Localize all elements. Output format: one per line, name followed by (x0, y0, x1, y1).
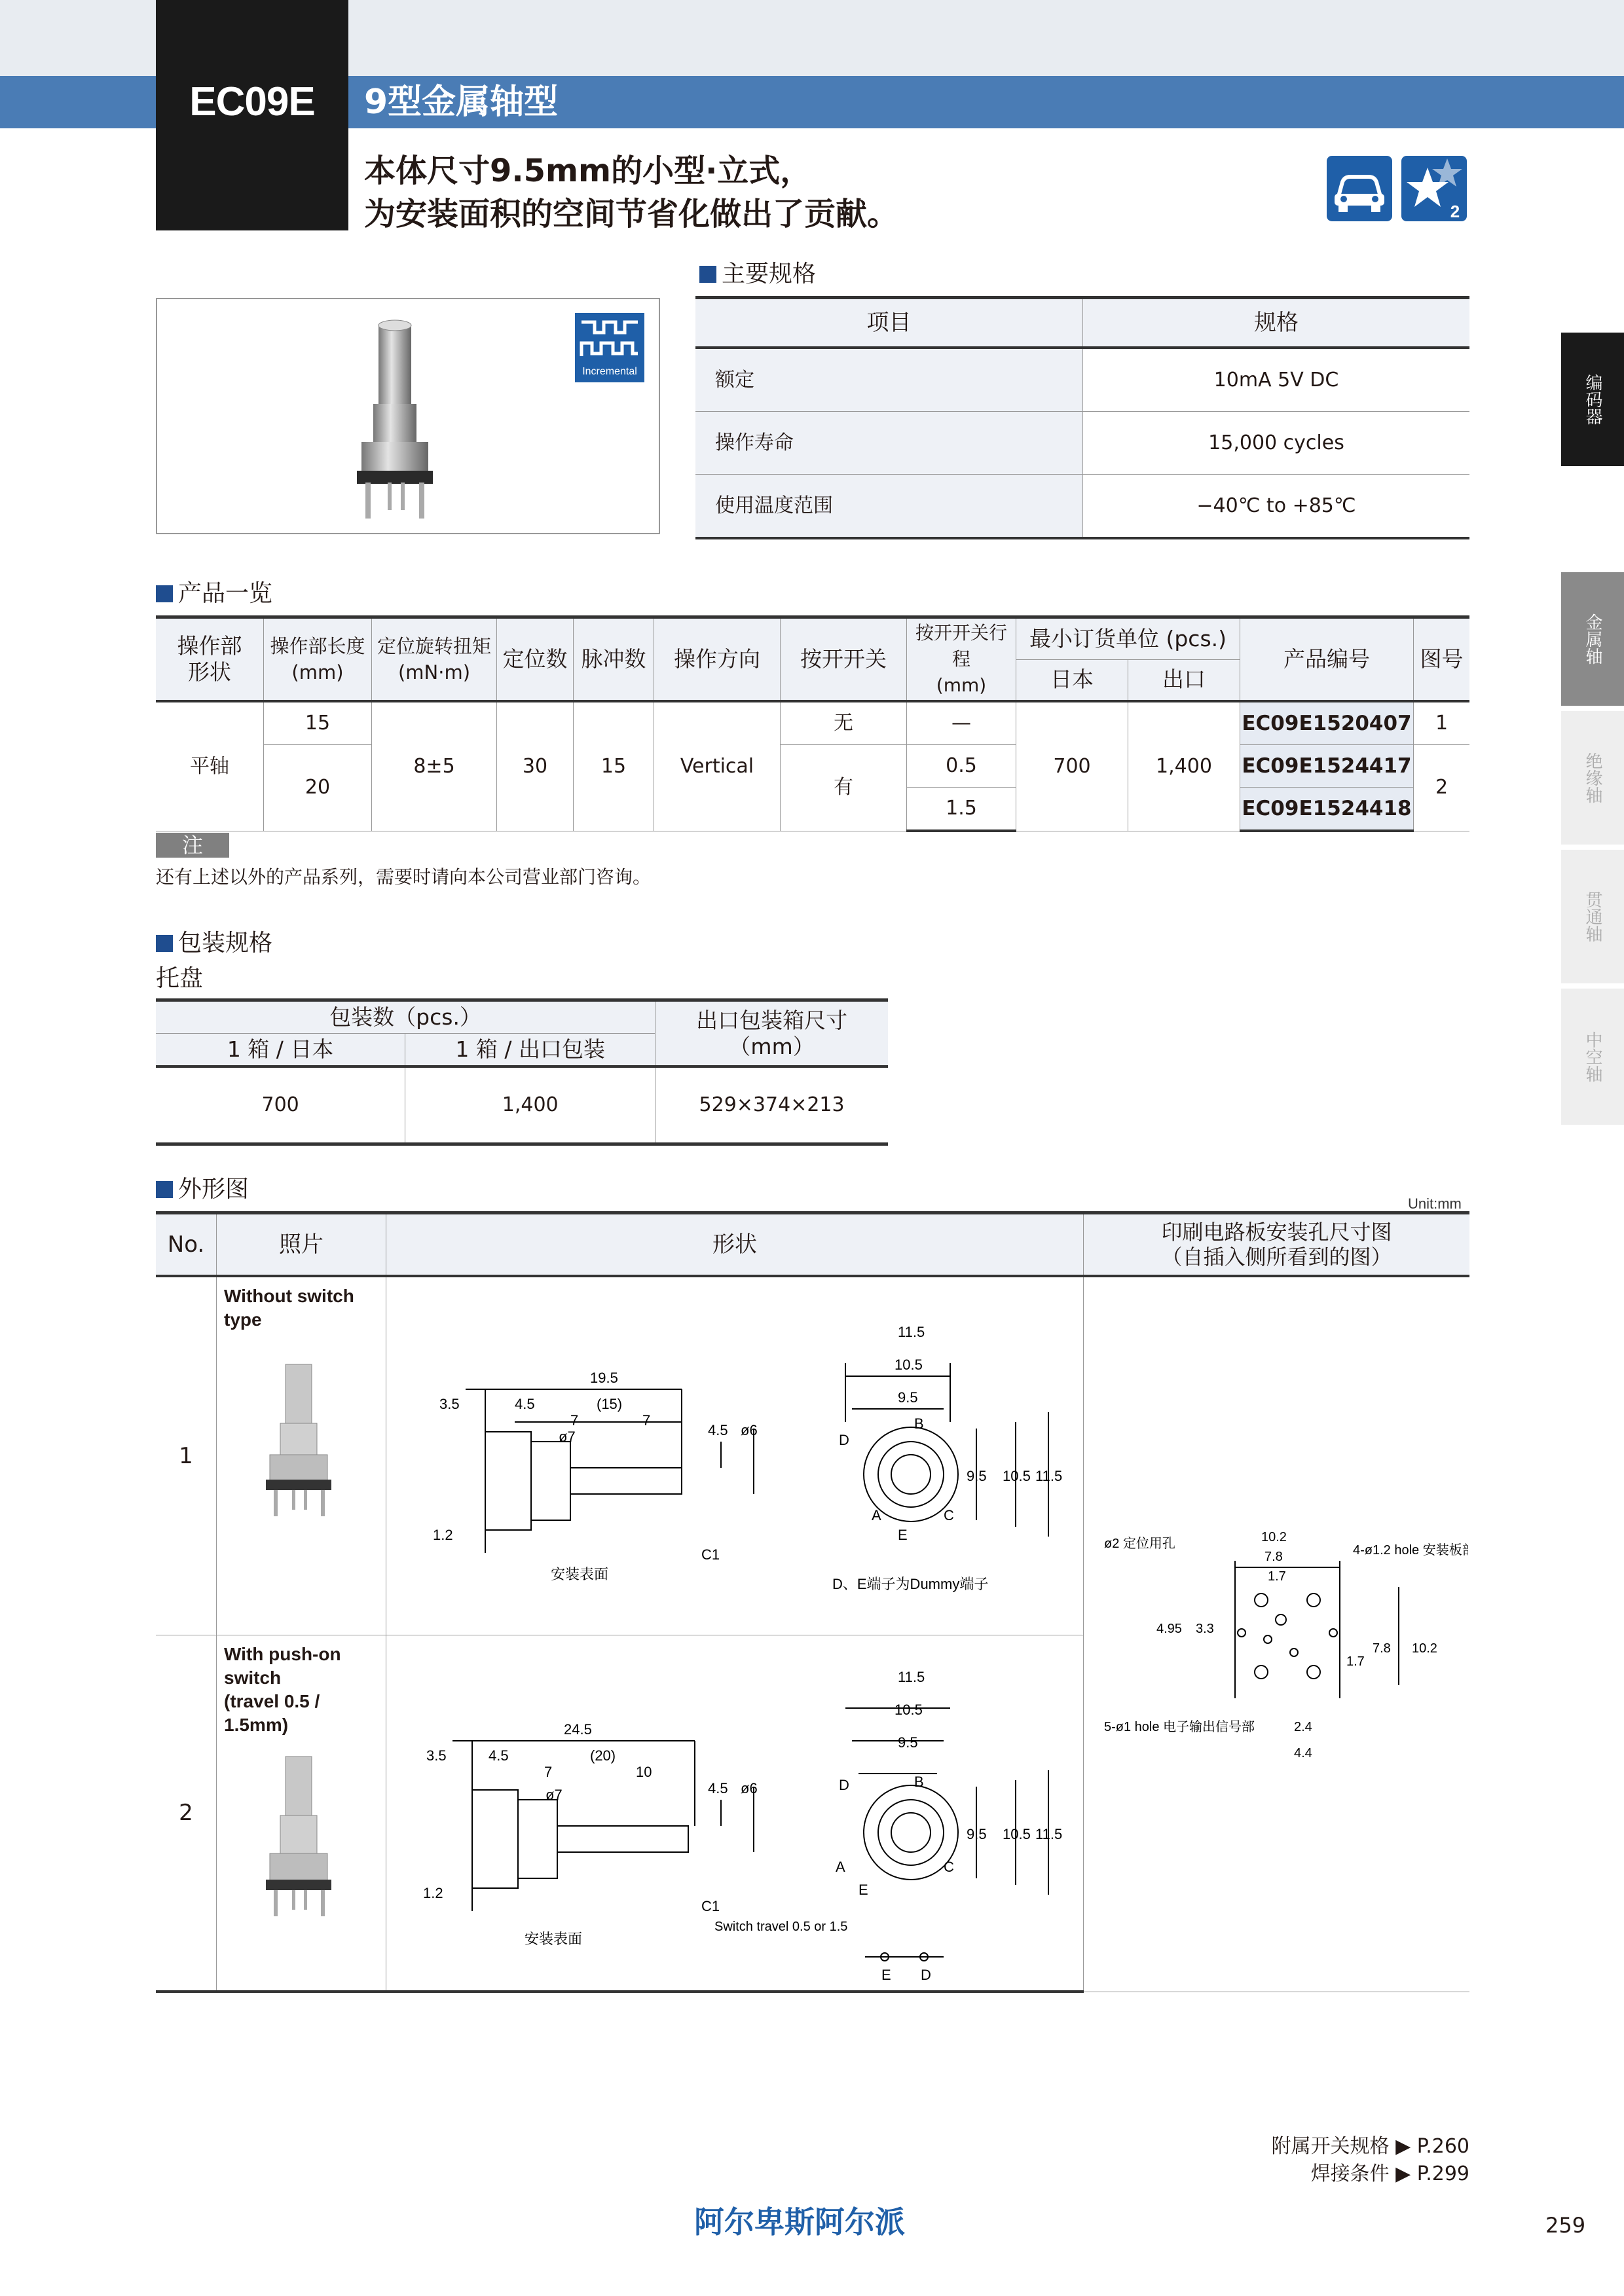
outline-row (156, 1276, 1469, 1635)
product-section-title (156, 579, 272, 609)
cell-pulses: 15 (574, 701, 654, 831)
outline-drawing-2 (387, 1636, 1082, 1987)
head-moq: 最小订货单位 (pcs.) (1016, 617, 1240, 660)
brand-logo: 阿尔卑斯阿尔派 (694, 2204, 905, 2240)
side-tab-metal-shaft[interactable] (1561, 572, 1624, 706)
head-pack-export: 1 箱 / 出口包装 (405, 1034, 655, 1067)
side-tab-insulated-shaft-label: 绝缘轴 (1583, 752, 1602, 803)
dim-label: ø6 (741, 1780, 758, 1796)
cell-length: 20 (264, 745, 372, 831)
switch-terminal-d: D (921, 1967, 931, 1983)
dim-label: 7 (544, 1764, 553, 1780)
mount-hole-label: 4-ø1.2 hole 安装板部 (1353, 1543, 1468, 1558)
note-badge: 注 (156, 833, 229, 858)
outline-title-text: 外形图 (178, 1176, 249, 1203)
car-icon (1327, 156, 1392, 221)
head-pack-japan: 1 箱 / 日本 (156, 1034, 405, 1067)
section-marker-icon (156, 935, 173, 952)
cell-part-number: EC09E1524417 (1240, 745, 1414, 788)
side-tab-through-shaft[interactable] (1561, 850, 1624, 983)
dim-label: 19.5 (590, 1370, 618, 1386)
side-tab-metal-shaft-label: 金属轴 (1583, 613, 1602, 665)
outline-caption: With push-on switch (travel 0.5 / 1.5mm) (224, 1644, 341, 1735)
spec-key: 操作寿命 (695, 412, 1083, 475)
spec-value: −40℃ to +85℃ (1083, 475, 1470, 539)
dim-label: (20) (590, 1747, 616, 1764)
terminal-label: B (914, 1415, 924, 1432)
spec-head-item: 项目 (695, 298, 1083, 348)
head-pcb: 印刷电路板安装孔尺寸图 （自插入侧所看到的图） (1084, 1213, 1470, 1277)
cell-figure: 2 (1414, 745, 1470, 831)
section-marker-icon (156, 585, 173, 602)
dim-label: 7.8 (1264, 1550, 1283, 1565)
side-tab-through-shaft-label: 贯通轴 (1583, 891, 1602, 942)
dim-label: 4.5 (489, 1747, 509, 1764)
spec-title-text: 主要规格 (722, 261, 817, 287)
spec-table (695, 296, 1469, 539)
terminal-label: D (839, 1432, 849, 1448)
dim-label: 10.5 (895, 1357, 923, 1373)
side-tab-encoder[interactable] (1561, 333, 1624, 466)
packing-row (156, 1066, 888, 1144)
dim-label: 1.7 (1268, 1569, 1286, 1584)
head-figure: 图号 (1414, 617, 1470, 702)
spec-head-value: 规格 (1083, 298, 1470, 348)
dim-label: 11.5 (898, 1324, 925, 1340)
head-form: 操作部 形状 (156, 617, 264, 702)
head-switch: 按开开关 (781, 617, 907, 702)
dim-label: 11.5 (898, 1669, 925, 1685)
outline-photo-2 (217, 1743, 385, 1940)
head-pulses: 脉冲数 (574, 617, 654, 702)
cell-part-number: EC09E1520407 (1240, 701, 1414, 745)
series-title: 9型金属轴型 (364, 82, 559, 122)
outline-drawing-1 (387, 1278, 1082, 1631)
cell-pack-export: 1,400 (405, 1066, 655, 1144)
dim-label: 3.3 (1196, 1622, 1214, 1637)
dummy-note: D、E端子为Dummy端子 (832, 1576, 989, 1592)
head-travel: 按开开关行程 (mm) (907, 617, 1016, 702)
headline-line-2: 为安装面积的空间节省化做出了贡献。 (364, 196, 899, 232)
dim-label: 10.2 (1412, 1641, 1437, 1656)
spec-header-row (695, 298, 1469, 348)
terminal-label: E (898, 1527, 908, 1543)
product-table (156, 615, 1469, 832)
dim-label: 10.2 (1261, 1530, 1287, 1545)
dim-label: 9.5 (898, 1389, 918, 1406)
switch-travel-label: Switch travel 0.5 or 1.5 (714, 1920, 848, 1934)
dim-label: 9.5 (967, 1468, 987, 1484)
dim-label: C1 (701, 1898, 720, 1914)
spec-value: 10mA 5V DC (1083, 348, 1470, 412)
outline-no: 2 (156, 1635, 217, 1992)
pcb-cell (1084, 1276, 1470, 1992)
outline-no: 1 (156, 1276, 217, 1635)
headline (364, 149, 898, 236)
dim-label: 9.5 (898, 1734, 918, 1751)
dim-label: 1.2 (433, 1527, 453, 1543)
dim-label: C1 (701, 1546, 720, 1563)
outline-photo-cell (217, 1635, 386, 1992)
cell-japan: 700 (1016, 701, 1128, 831)
outline-photo-1 (217, 1338, 385, 1535)
outline-shape-cell (386, 1635, 1084, 1992)
footer-links (1113, 2133, 1469, 2188)
head-direction: 操作方向 (654, 617, 781, 702)
side-tab-hollow-shaft-label: 中空轴 (1583, 1031, 1602, 1082)
terminal-label: A (872, 1507, 881, 1523)
dim-label: 7 (570, 1412, 579, 1429)
incremental-icon (575, 313, 644, 382)
dim-label: 4.95 (1156, 1622, 1182, 1637)
star-icon (1401, 156, 1467, 221)
dim-label: 10.5 (1003, 1826, 1031, 1842)
outline-photo-cell (217, 1276, 386, 1635)
spec-section-title (699, 259, 816, 289)
dim-label: 24.5 (564, 1721, 592, 1738)
head-pack-qty: 包装数（pcs.） (156, 1000, 655, 1034)
head-no: No. (156, 1213, 217, 1277)
outline-section-title (156, 1175, 249, 1205)
footer-link-soldering[interactable]: 焊接条件 ▶ P.299 (1310, 2162, 1469, 2185)
incremental-label: Incremental (582, 366, 637, 377)
head-export: 出口 (1128, 659, 1240, 701)
head-torque: 定位旋转扭矩 (mN·m) (372, 617, 497, 702)
side-tab-insulated-shaft[interactable] (1561, 711, 1624, 845)
product-row (156, 745, 1469, 788)
cell-torque: 8±5 (372, 701, 497, 831)
cell-travel: 0.5 (907, 745, 1016, 788)
head-shape: 形状 (386, 1213, 1084, 1277)
star-number: 2 (1450, 202, 1460, 221)
side-tab-hollow-shaft[interactable] (1561, 989, 1624, 1125)
footer-link-switch-spec[interactable]: 附属开关规格 ▶ P.260 (1271, 2135, 1469, 2158)
product-row (156, 701, 1469, 745)
locating-hole-label: ø2 定位用孔 (1104, 1537, 1175, 1552)
head-photo: 照片 (217, 1213, 386, 1277)
cell-travel: 1.5 (907, 788, 1016, 831)
cell-length: 15 (264, 701, 372, 745)
terminal-label: C (944, 1507, 954, 1523)
packing-header-row (156, 1000, 888, 1034)
cell-switch: 有 (781, 745, 907, 831)
head-japan: 日本 (1016, 659, 1128, 701)
dim-label: 3.5 (426, 1747, 447, 1764)
outline-table (156, 1211, 1469, 1993)
model-name: EC09E (189, 79, 315, 124)
packing-subtitle: 托盘 (156, 965, 204, 992)
dim-label: (15) (597, 1396, 623, 1412)
terminal-label: A (836, 1859, 845, 1875)
head-length: 操作部长度 (mm) (264, 617, 372, 702)
spec-key: 额定 (695, 348, 1083, 412)
dim-label: 4.5 (708, 1780, 728, 1796)
terminal-label: C (944, 1859, 954, 1875)
page-number: 259 (1545, 2213, 1586, 2238)
spec-key: 使用温度范围 (695, 475, 1083, 539)
packing-table (156, 998, 888, 1146)
spec-value: 15,000 cycles (1083, 412, 1470, 475)
mount-surface-label: 安装表面 (551, 1566, 609, 1582)
spec-row (695, 475, 1469, 539)
section-marker-icon (156, 1181, 173, 1198)
dim-label: 7.8 (1373, 1641, 1391, 1656)
terminal-label: E (858, 1882, 868, 1898)
cell-pack-japan: 700 (156, 1066, 405, 1144)
dim-label: 10.5 (895, 1702, 923, 1718)
dim-label: 9.5 (967, 1826, 987, 1842)
dim-label: ø7 (545, 1787, 563, 1803)
side-tab-encoder-label: 编码器 (1583, 374, 1602, 425)
dim-label: 11.5 (1035, 1826, 1063, 1842)
dim-label: ø6 (741, 1422, 758, 1438)
cell-box-size: 529×374×213 (655, 1066, 888, 1144)
cell-figure: 1 (1414, 701, 1470, 745)
dim-label: 11.5 (1035, 1468, 1063, 1484)
cell-form: 平轴 (156, 701, 264, 831)
cell-travel: — (907, 701, 1016, 745)
dim-label: 1.2 (423, 1885, 443, 1901)
spec-row (695, 412, 1469, 475)
head-detents: 定位数 (497, 617, 574, 702)
packing-section-title (156, 928, 272, 958)
cell-direction: Vertical (654, 701, 781, 831)
dim-label: 10.5 (1003, 1468, 1031, 1484)
signal-hole-label: 5-ø1 hole 电子输出信号部 (1104, 1720, 1255, 1735)
terminal-label: B (914, 1774, 924, 1790)
note-text: 还有上述以外的产品系列，需要时请向本公司营业部门咨询。 (156, 866, 652, 888)
spec-row (695, 348, 1469, 412)
cell-switch: 无 (781, 701, 907, 745)
pcb-drawing (1084, 1456, 1468, 1810)
cell-export: 1,400 (1128, 701, 1240, 831)
cell-detents: 30 (497, 701, 574, 831)
dim-label: 4.5 (708, 1422, 728, 1438)
head-part-number: 产品编号 (1240, 617, 1414, 702)
headline-line-1: 本体尺寸9.5mm的小型·立式， (364, 153, 812, 189)
product-header-row (156, 617, 1469, 660)
dim-label: 4.4 (1294, 1746, 1312, 1761)
dim-label: 4.5 (515, 1396, 535, 1412)
outline-caption: Without switch type (224, 1286, 354, 1330)
dim-label: 2.4 (1294, 1720, 1312, 1735)
dim-label: ø7 (559, 1429, 576, 1445)
dim-label: 3.5 (439, 1396, 460, 1412)
outline-header-row (156, 1213, 1469, 1277)
product-title-text: 产品一览 (178, 580, 273, 607)
dim-label: 1.7 (1346, 1654, 1365, 1669)
mount-surface-label: 安装表面 (525, 1931, 583, 1947)
dim-label: 7 (642, 1412, 651, 1429)
terminal-label: D (839, 1777, 849, 1793)
head-box-size: 出口包装箱尺寸 （mm） (655, 1000, 888, 1067)
section-marker-icon (699, 266, 716, 283)
packing-title-text: 包装规格 (178, 930, 273, 957)
outline-shape-cell (386, 1276, 1084, 1635)
dim-label: 10 (636, 1764, 652, 1780)
switch-terminal-e: E (881, 1967, 891, 1983)
unit-label: Unit:mm (1408, 1195, 1462, 1212)
cell-part-number: EC09E1524418 (1240, 788, 1414, 831)
